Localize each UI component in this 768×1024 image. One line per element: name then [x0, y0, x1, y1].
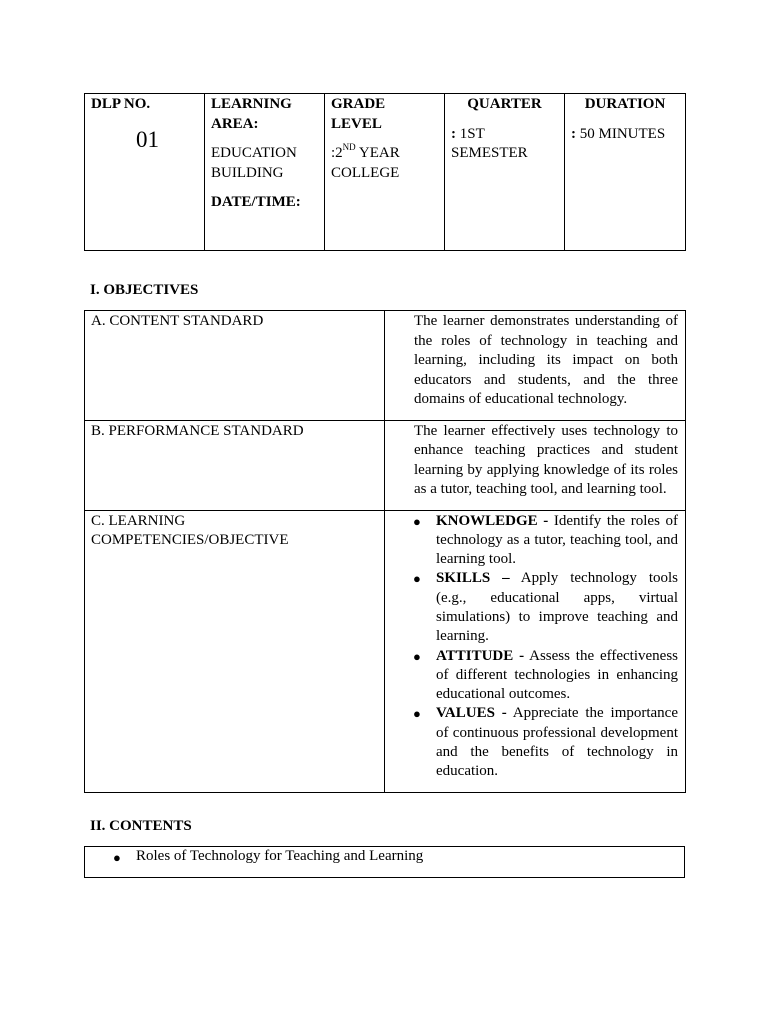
quarter-value: : 1ST SEMESTER [451, 125, 528, 161]
dlp-cell [85, 94, 205, 251]
learning-competencies-label: C. LEARNING COMPETENCIES/OBJECTIVE [91, 512, 289, 548]
duration-label: DURATION [584, 96, 666, 112]
objectives-table [84, 310, 686, 793]
grade-level-cell [325, 94, 445, 251]
grade-level-value: :2ND YEAR COLLEGE [331, 142, 400, 181]
performance-standard-text: The learner effectively uses technology to enhance teaching practices and student learning by applying knowledge of its roles as a tutor, teaching tool, and learning tool. [414, 422, 678, 497]
contents-item: Roles of Technology for Teaching and Learning [136, 848, 424, 864]
list-item: ● KNOWLEDGE - Identify the roles of technology as a tutor, teaching tool, and learning tool. [413, 512, 678, 568]
list-item: ● SKILLS – Apply technology tools (e.g., educational apps, virtual simulations) to improve teaching and learning. [413, 570, 678, 645]
grade-level-label: GRADE LEVEL [331, 96, 386, 132]
duration-value: : 50 MINUTES [571, 125, 666, 142]
bullet-icon: ● [113, 850, 121, 865]
content-standard-label: A. CONTENT STANDARD [91, 313, 264, 329]
quarter-cell [445, 94, 565, 251]
list-item: ● ATTITUDE - Assess the effectiveness of different technologies in enhancing educational outcomes. [413, 647, 678, 703]
date-time-label: DATE/TIME: [211, 194, 301, 210]
learning-area-cell [205, 94, 325, 251]
contents-heading: II. CONTENTS [90, 818, 192, 834]
learning-area-label: LEARNING AREA: [211, 96, 292, 132]
dlp-number: 01 [136, 126, 159, 152]
content-standard-text: The learner demonstrates understanding of the roles of technology in teaching and learning, including its impact on both educators and students, and the three domains of educational technology. [414, 313, 678, 407]
lesson-header-table [84, 93, 686, 251]
objectives-heading: I. OBJECTIVES [90, 282, 199, 298]
competencies-list [413, 512, 678, 782]
list-item: ● VALUES - Appreciate the importance of continuous professional development and the benefits of technology in education. [413, 705, 678, 780]
learning-area-value: EDUCATION BUILDING [211, 145, 297, 181]
dlp-label: DLP NO. [91, 96, 151, 112]
contents-box [84, 846, 685, 878]
quarter-label: QUARTER [467, 96, 542, 112]
duration-cell [565, 94, 686, 251]
performance-standard-label: B. PERFORMANCE STANDARD [91, 422, 304, 439]
